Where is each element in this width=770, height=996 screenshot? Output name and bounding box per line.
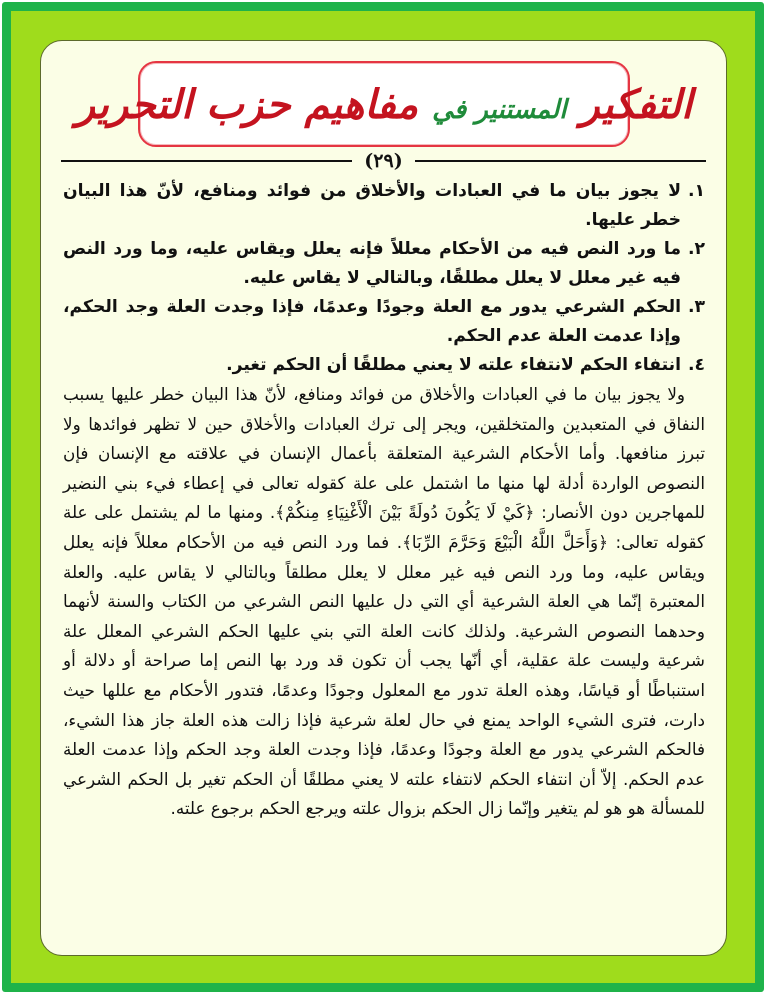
page-number-row — [61, 148, 706, 174]
book-title — [76, 81, 693, 128]
page-number: (٢٩) — [364, 150, 403, 172]
title-tail: مفاهيم حزب التحرير — [75, 80, 419, 128]
rule-left — [61, 160, 352, 162]
point-number: ١. — [687, 181, 705, 201]
book-title-banner — [75, 61, 693, 147]
list-item — [63, 177, 705, 235]
point-number: ٣. — [687, 297, 705, 317]
list-item — [63, 351, 705, 380]
list-item — [63, 293, 705, 351]
title-small: المستنير في — [432, 94, 567, 125]
point-number: ٤. — [687, 355, 705, 375]
point-text: ما ورد النص فيه من الأحكام معللاً فإنه يعلل ويقاس عليه، وما ورد النص فيه غير معلل لا يعلل مطلقًا، وبالتالي لا يقاس عليه. — [63, 239, 681, 288]
title-lead: التفكير — [580, 80, 693, 128]
point-text: لا يجوز بيان ما في العبادات والأخلاق من فوائد ومنافع، لأنّ هذا البيان خطر عليها. — [63, 181, 681, 230]
page — [40, 40, 727, 956]
rule-right — [415, 160, 706, 162]
body-paragraph: ولا يجوز بيان ما في العبادات والأخلاق من فوائد ومنافع، لأنّ هذا البيان خطر عليها يسبب النفاق في المتعبدين والمتخلقين، ويجر إلى ترك العبادات والأخلاق حين لا تظهر فوائدها ولا تبرز منافعها. وأما الأحكام الشرعية المتعلقة بأعمال الإنسان في علاقته مع الإنسان فإن النصوص الواردة أدلة لها منها ما اشتمل على علة كقوله تعالى في إعطاء في‌ء بني النضير للمهاجرين دون الأنصار: ﴿كَيْ لَا يَكُونَ دُولَةً بَيْنَ الْأَغْنِيَاءِ مِنكُمْ﴾. ومنها ما لم يشتمل على علة كقوله تعالى: ﴿وَأَحَلَّ اللَّهُ الْبَيْعَ وَحَرَّمَ الرِّبَا﴾. فما ورد النص فيه من الأحكام معللاً فإنه يعلل ويقاس عليه، وما ورد النص فيه غير معلل لا يعلل مطلقاً وبالتالي لا يقاس عليه. والعلة المعتبرة إنّما هي العلة الشرعية أي التي دل عليها النص الشرعي من الكتاب والسنة لأنهما وحدهما النصوص الشرعية. ولذلك كانت العلة التي بني عليها الحكم الشرعي المعلل علة شرعية وليست علة عقلية، أي أنّها يجب أن تكون قد ورد بها النص إما صراحة أو دلالة أو استنباطًا أو قياسًا، وهذه العلة تدور مع المعلول وجودًا وعدمًا، فتدور الأحكام مع عللها حيث دارت، فترى الشيء الواحد يمنع في حال لعلة شرعية فإذا زالت هذه العلة جاز هذا الشيء، فالحكم الشرعي يدور مع العلة وجودًا وعدمًا، فإذا وجدت العلة وجد الحكم وإذا عدمت العلة عدم الحكم. إلاّ أن انتفاء الحكم لانتفاء علته لا يعني مطلقًا أن الحكم تغير بل الحكم الشرعي للمسألة هو هو لم يتغير وإنّما زال الحكم بزوال علته ويرجع الحكم برجوع علته. — [63, 384, 705, 819]
point-number: ٢. — [687, 239, 705, 259]
point-text: الحكم الشرعي يدور مع العلة وجودًا وعدمًا، فإذا وجدت العلة وجد الحكم، وإذا عدمت العلة عدم الحكم. — [63, 297, 681, 346]
points-list — [63, 177, 705, 380]
point-text: انتفاء الحكم لانتفاء علته لا يعني مطلقًا أن الحكم تغير. — [226, 355, 681, 375]
content — [63, 177, 705, 824]
list-item — [63, 235, 705, 293]
